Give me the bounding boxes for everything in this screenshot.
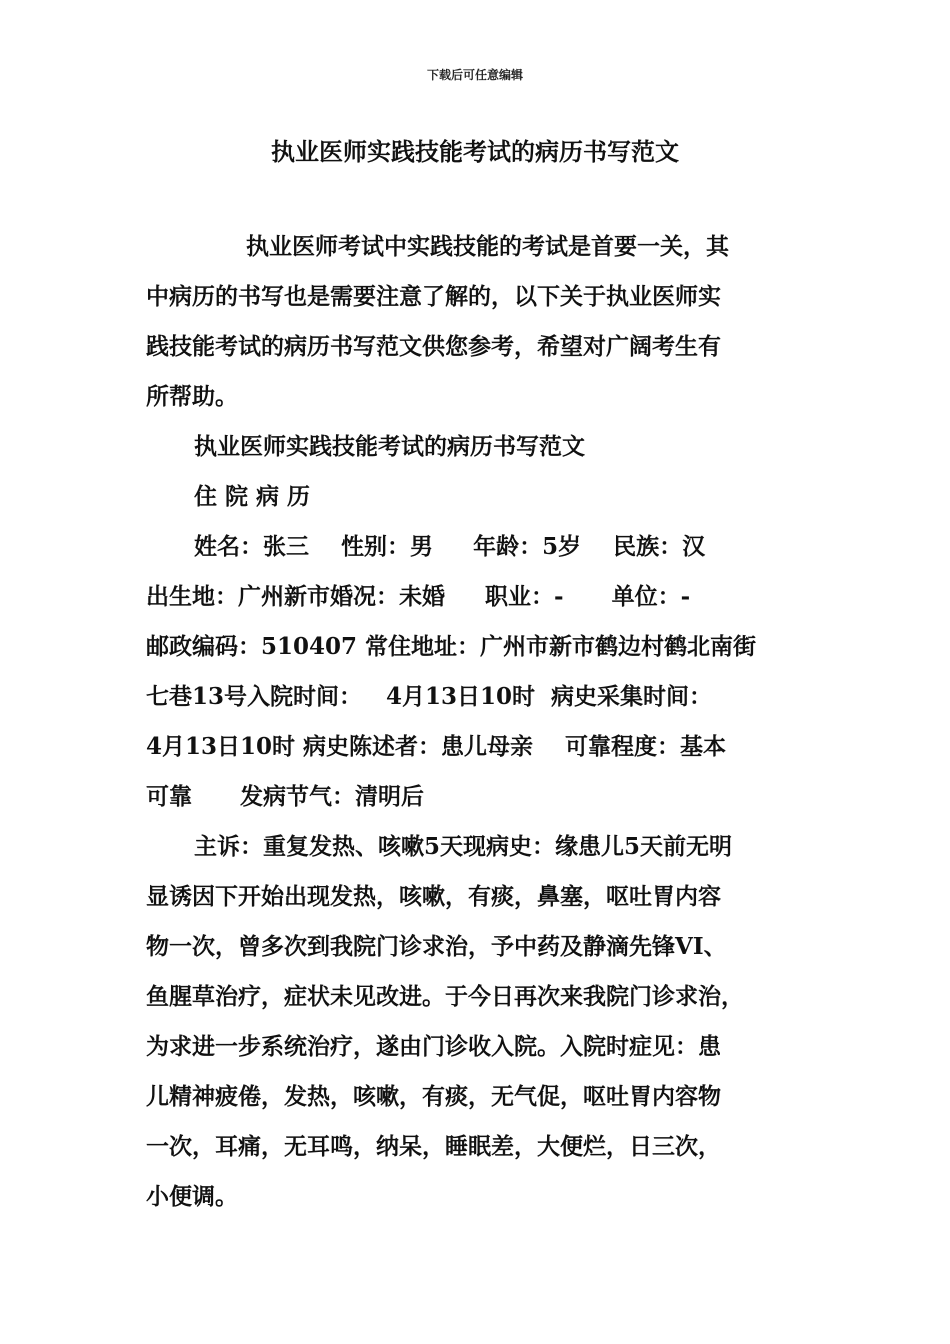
body-line: 执业医师实践技能考试的病历书写范文 <box>194 433 585 460</box>
body-line: 主诉：重复发热、咳嗽5天现病史：缘患儿5天前无明 <box>194 833 733 860</box>
body-line: 中病历的书写也是需要注意了解的，以下关于执业医师实 <box>146 283 721 310</box>
body-line: 儿精神疲倦，发热，咳嗽，有痰，无气促，呕吐胃内容物 <box>146 1083 721 1110</box>
document-title: 执业医师实践技能考试的病历书写范文 <box>271 137 679 166</box>
body-line: 4月13日10时 病史陈述者：患儿母亲 可靠程度：基本 <box>146 733 727 760</box>
document-body <box>146 222 816 1222</box>
body-line: 显诱因下开始出现发热，咳嗽，有痰，鼻塞，呕吐胃内容 <box>146 883 721 910</box>
body-line: 邮政编码：510407 常住地址：广州市新市鹤边村鹤北南街 <box>146 633 757 660</box>
body-line: 执业医师考试中实践技能的考试是首要一关，其 <box>246 233 729 260</box>
body-line: 小便调。 <box>146 1183 238 1210</box>
body-line: 住 院 病 历 <box>194 483 311 510</box>
header-note: 下载后可任意编辑 <box>426 68 523 82</box>
body-line: 可靠 发病节气：清明后 <box>146 783 425 810</box>
body-line: 物一次，曾多次到我院门诊求治，予中药及静滴先锋VI、 <box>146 933 727 960</box>
body-line: 践技能考试的病历书写范文供您参考，希望对广阔考生有 <box>146 333 721 360</box>
body-line: 姓名：张三 性别：男 年龄：5岁 民族：汉 <box>194 533 706 560</box>
body-line: 鱼腥草治疗，症状未见改进。于今日再次来我院门诊求治， <box>146 983 744 1010</box>
body-line: 出生地：广州新市婚况：未婚 职业：- 单位：- <box>146 583 691 610</box>
body-line: 所帮助。 <box>146 383 238 410</box>
body-line: 一次，耳痛，无耳鸣，纳呆，睡眠差，大便烂，日三次， <box>146 1133 721 1160</box>
body-line: 为求进一步系统治疗，遂由门诊收入院。入院时症见：患 <box>146 1033 721 1060</box>
body-line: 七巷13号入院时间： 4月13日10时 病史采集时间： <box>146 683 713 710</box>
